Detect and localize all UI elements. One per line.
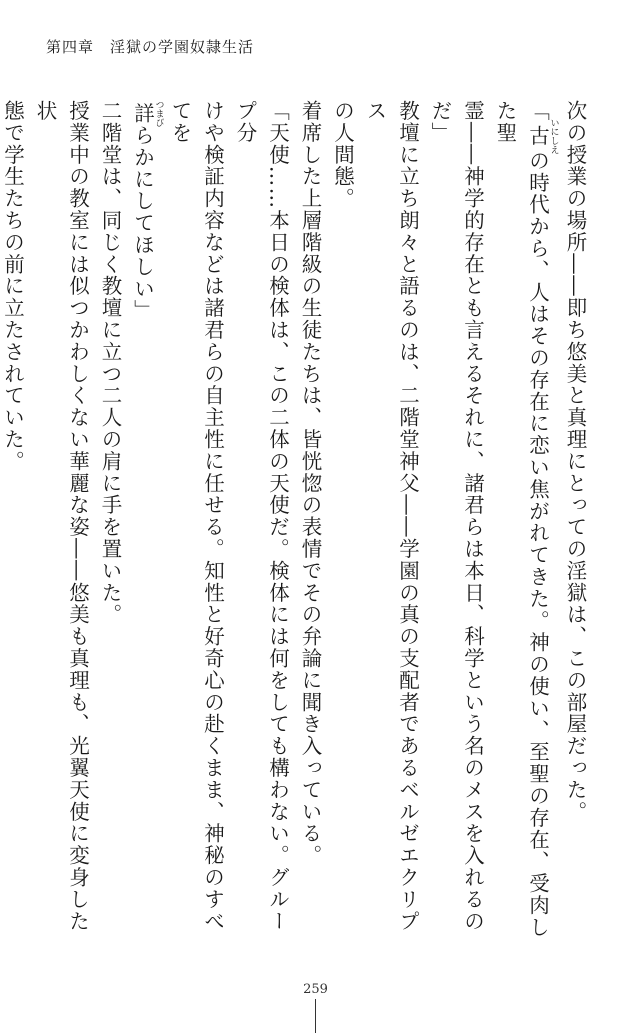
body-line: 「天使……本日の検体は、この二体の天使だ。検体には何をしても構わない。グループ分 <box>233 100 290 933</box>
body-line: 教壇に立ち朗々と語るのは、二階堂神父――学園の真の支配者であるベルゼエクリプス <box>363 100 420 933</box>
body-line: 霊――神学的存在とも言えるそれに、諸君らは本日、科学という名のメスを入れるのだ」 <box>428 100 485 933</box>
body-line: の人間態。 <box>330 100 355 210</box>
body-line: 着席した上層階級の生徒たちは、皆恍惚の表情でその弁論に聞き入っている。 <box>298 100 322 867</box>
chapter-header: 第四章 淫獄の学園奴隷生活 <box>46 38 255 56</box>
page-number-rule <box>315 999 316 1033</box>
ruby-word: 詳 つまび <box>130 100 164 127</box>
body-line: 授業中の教室には似つかわしくない華麗な姿――悠美も真理も、光翼天使に変身した状 <box>33 100 90 933</box>
body-line: 態で学生たちの前に立たされていた。 <box>0 100 25 473</box>
body-text <box>0 100 591 942</box>
body-line: 次の授業の場所――即ち悠美と真理にとっての淫獄は、この部屋だった。 <box>563 100 587 823</box>
body-line: 詳 つまびらかにしてほしい」 <box>130 100 164 322</box>
body-line: けや検証内容などは諸君らの自主性に任せる。知性と好奇心の赴くまま、神秘のすべてを <box>168 100 225 933</box>
page-number: 259 <box>303 982 328 997</box>
ruby-word: 古 いにしえ <box>525 117 559 154</box>
body-line: 二階堂は、同じく教壇に立つ二人の肩に手を置いた。 <box>98 100 122 626</box>
body-line: 「古 いにしえの時代から、人はその存在に恋い焦がれてきた。神の使い、至聖の存在、受肉した聖 <box>493 100 559 939</box>
